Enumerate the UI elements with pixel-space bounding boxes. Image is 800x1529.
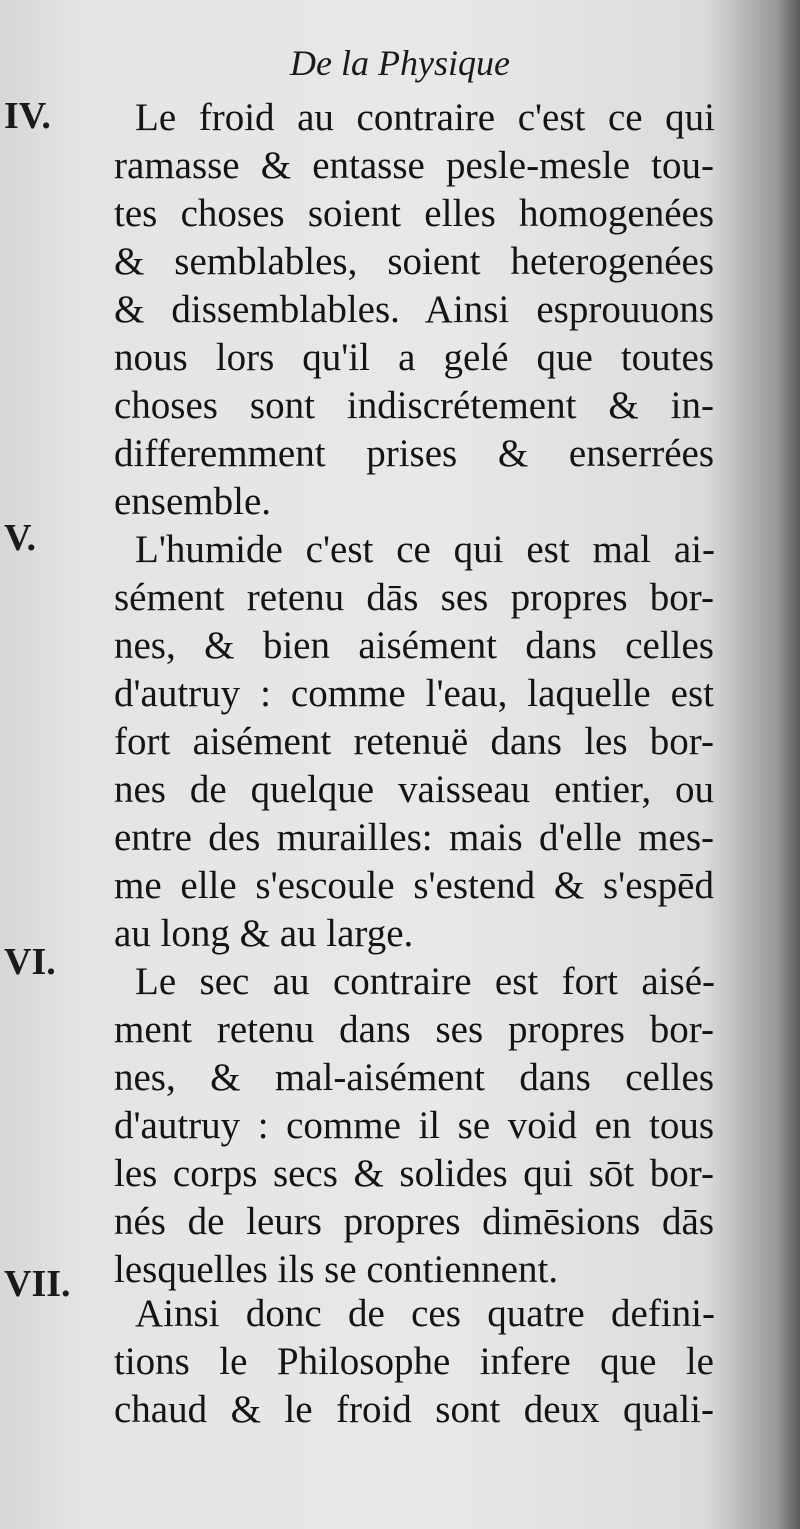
text-line: tes choses soient elles homogenées — [114, 192, 714, 235]
text-line: ment retenu dans ses propres bor- — [114, 1008, 714, 1051]
text-line: ramasse & entasse pesle-mesle tou- — [114, 144, 714, 187]
text-line: lesquelles ils se contiennent. — [114, 1248, 559, 1291]
text-line: Le froid au contraire c'est ce qui — [135, 96, 715, 139]
text-line: choses sont indiscrétement & in- — [114, 384, 714, 427]
text-line: d'autruy : comme il se void en tous — [114, 1104, 714, 1147]
section-marker-vi: VI. — [4, 941, 56, 983]
text-line: au long & au large. — [114, 912, 414, 955]
text-line: nés de leurs propres dimēsions dās — [114, 1200, 714, 1243]
section-marker-vii: VII. — [4, 1263, 71, 1305]
text-line: & dissemblables. Ainsi esprouuons — [114, 288, 714, 331]
text-line: me elle s'escoule s'estend & s'espēd — [114, 864, 714, 907]
text-line: nes, & mal-aisément dans celles — [114, 1056, 714, 1099]
text-line: Le sec au contraire est fort aisé- — [135, 960, 715, 1003]
text-line: les corps secs & solides qui sōt bor- — [114, 1152, 714, 1195]
text-line: chaud & le froid sont deux quali- — [114, 1388, 714, 1431]
text-line: sément retenu dās ses propres bor- — [114, 576, 714, 619]
text-line: & semblables, soient heterogenées — [114, 240, 714, 283]
text-line: differemment prises & enserrées — [114, 432, 714, 475]
text-line: Ainsi donc de ces quatre defini- — [135, 1292, 715, 1335]
running-head: De la Physique — [290, 43, 510, 83]
text-line: d'autruy : comme l'eau, laquelle est — [114, 672, 714, 715]
text-line: fort aisément retenuë dans les bor- — [114, 720, 714, 763]
text-line: ensemble. — [114, 480, 272, 523]
section-marker-v: V. — [4, 517, 37, 559]
text-line: L'humide c'est ce qui est mal ai- — [135, 528, 715, 571]
text-line: nes de quelque vaisseau entier, ou — [114, 768, 714, 811]
text-line: entre des murailles: mais d'elle mes- — [114, 816, 714, 859]
section-marker-iv: IV. — [4, 95, 51, 137]
text-line: nes, & bien aisément dans celles — [114, 624, 714, 667]
text-line: nous lors qu'il a gelé que toutes — [114, 336, 714, 379]
text-line: tions le Philosophe infere que le — [114, 1340, 714, 1383]
